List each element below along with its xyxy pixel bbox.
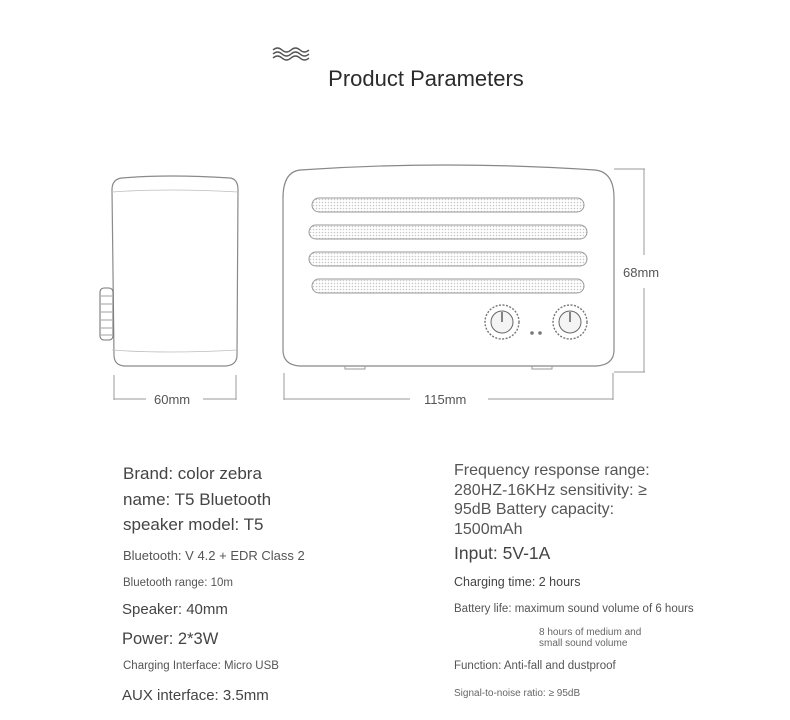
side-knob: [100, 288, 113, 340]
speaker-drawing: [0, 150, 790, 420]
spec-frequency-block: [454, 461, 650, 539]
spec-power: Power: 2*3W: [122, 630, 219, 648]
spec-snr: Signal-to-noise ratio: ≥ 95dB: [454, 688, 581, 699]
spec-bluetooth-range: Bluetooth range: 10m: [123, 577, 233, 589]
spec-battery-note-line: 8 hours of medium and: [539, 627, 642, 638]
spec-aux: AUX interface: 3.5mm: [122, 687, 269, 704]
spec-function: Function: Anti-fall and dustproof: [454, 660, 616, 672]
spec-battery-note: [539, 628, 641, 649]
spec-speaker: Speaker: 40mm: [122, 601, 228, 618]
volume-knob: [485, 305, 519, 339]
depth-label: 60mm: [154, 392, 191, 407]
spec-frequency-line: 280HZ-16KHz sensitivity: ≥: [454, 481, 647, 499]
spec-frequency-line: 1500mAh: [454, 520, 523, 538]
wave-icon: [272, 46, 310, 62]
page-title: Product Parameters: [328, 66, 524, 91]
spec-battery-life: Battery life: maximum sound volume of 6 hours: [454, 603, 694, 615]
speaker-front-view: [283, 165, 645, 400]
spec-frequency-line: Frequency response range:: [454, 462, 650, 479]
spec-frequency-line: 95dB Battery capacity:: [454, 501, 615, 518]
tuning-knob: [553, 305, 587, 339]
spec-input: Input: 5V-1A: [454, 543, 551, 563]
height-label: 68mm: [623, 265, 660, 280]
speaker-side-view: [100, 176, 238, 400]
spec-bluetooth: Bluetooth: V 4.2 + EDR Class 2: [123, 548, 305, 563]
spec-name: name: T5 Bluetooth: [123, 490, 272, 509]
spec-charging-time: Charging time: 2 hours: [454, 575, 581, 589]
width-label: 115mm: [424, 392, 467, 407]
spec-charging-interface: Charging Interface: Micro USB: [123, 660, 279, 672]
spec-battery-note-line: small sound volume: [539, 637, 628, 649]
spec-brand: Brand: color zebra: [123, 464, 262, 483]
spec-model: speaker model: T5: [123, 515, 264, 534]
